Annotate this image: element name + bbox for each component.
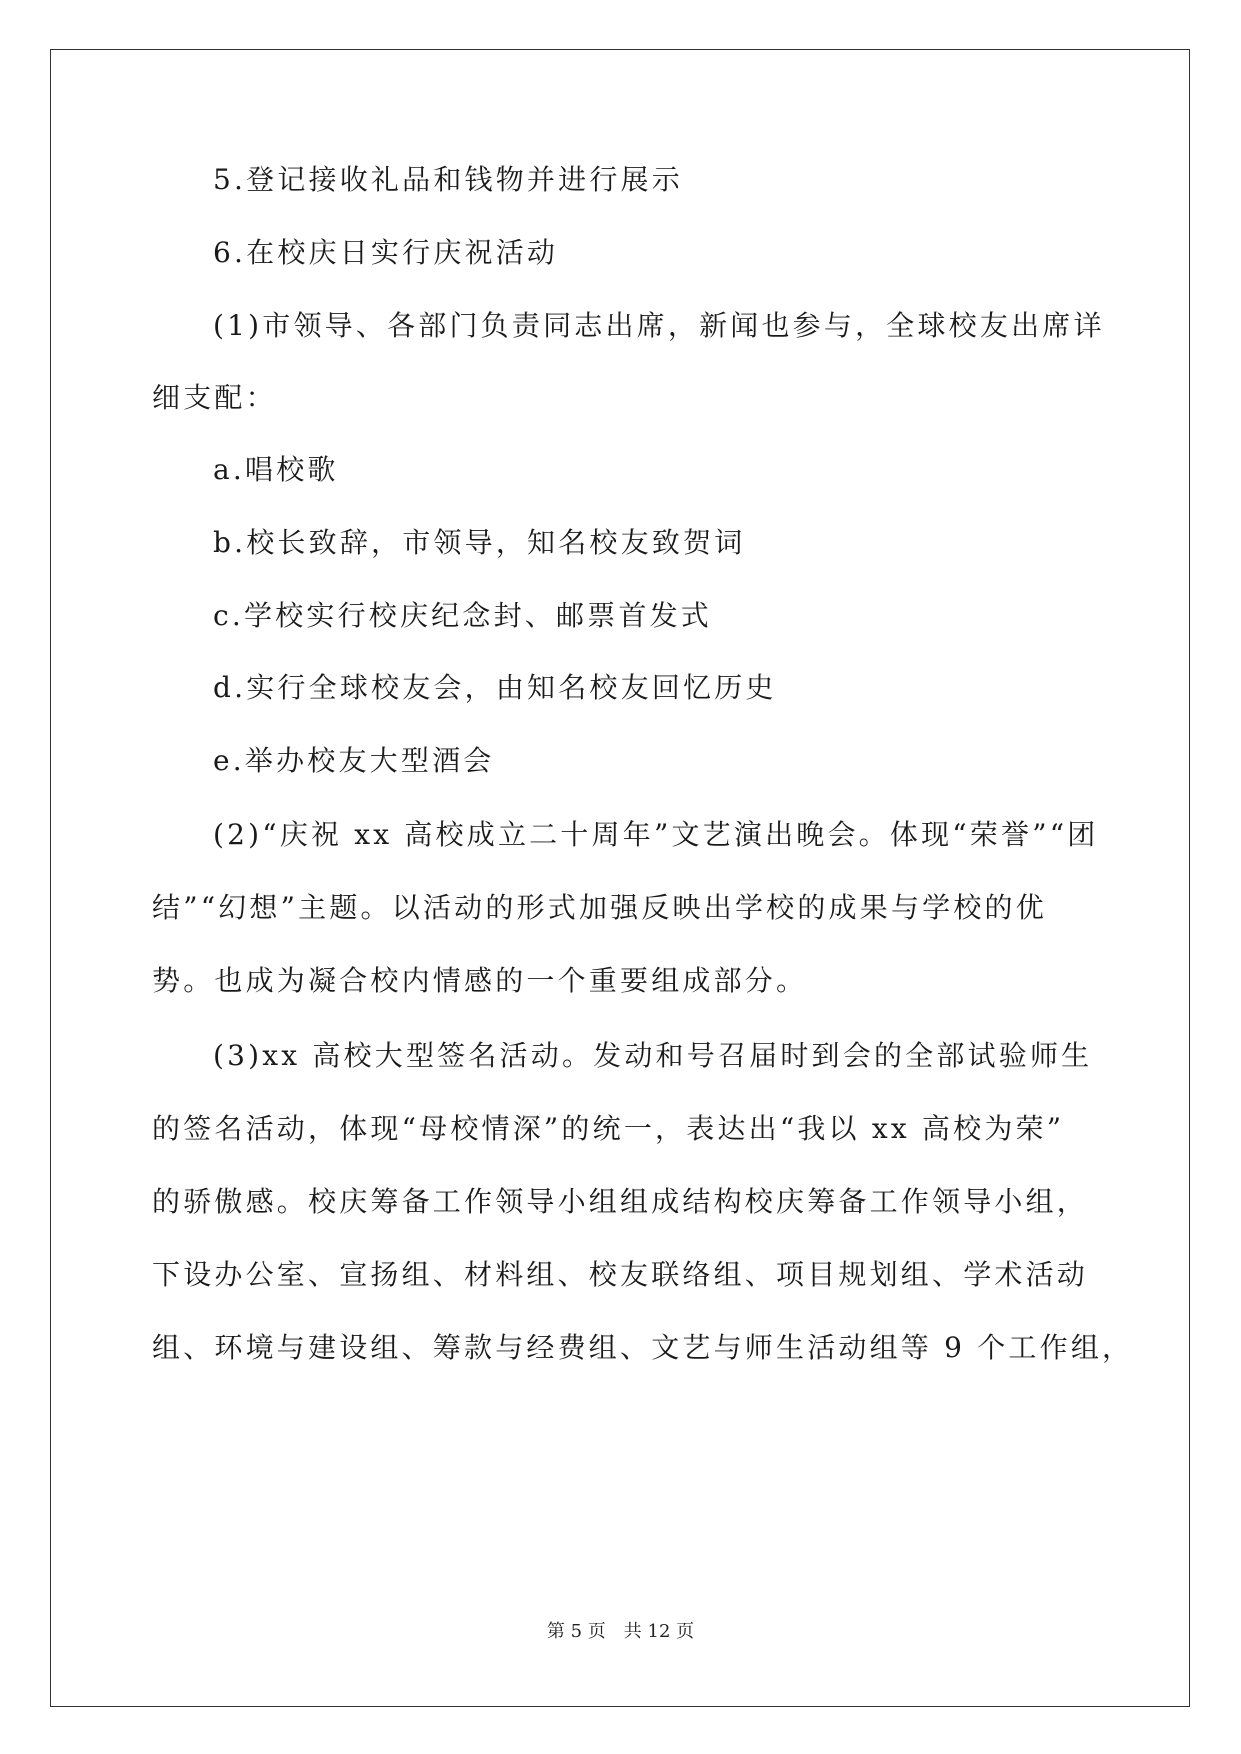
paragraph-line: 6.在校庆日实行庆祝活动 xyxy=(213,236,559,269)
paragraph-line: (1)市领导、各部门负责同志出席，新闻也参与，全球校友出席详 xyxy=(213,309,1105,342)
paragraph-line: (2)“庆祝 xx 高校成立二十周年”文艺演出晚会。体现“荣誉”“团 xyxy=(213,818,1099,851)
paragraph-line: 的骄傲感。校庆筹备工作领导小组组成结构校庆筹备工作领导小组， xyxy=(152,1185,1089,1218)
paragraph-line: 势。也成为凝合校内情感的一个重要组成部分。 xyxy=(152,964,808,997)
list-item: a.唱校歌 xyxy=(213,453,339,486)
paragraph-line: 下设办公室、宣扬组、材料组、校友联络组、项目规划组、学术活动 xyxy=(152,1258,1089,1291)
paragraph-line: 5.登记接收礼品和钱物并进行展示 xyxy=(213,163,683,196)
page-number-footer: 第 5 页 共 12 页 xyxy=(546,1621,695,1642)
paragraph-line: 的签名活动，体现“母校情深”的统一，表达出“我以 xx 高校为荣” xyxy=(152,1112,1065,1145)
paragraph-line: (3)xx 高校大型签名活动。发动和号召届时到会的全部试验师生 xyxy=(213,1039,1093,1072)
page-border xyxy=(50,49,1190,1707)
paragraph-line: 细支配： xyxy=(152,381,277,414)
paragraph-line: 结”“幻想”主题。以活动的形式加强反映出学校的成果与学校的优 xyxy=(152,891,1047,924)
paragraph-line: 组、环境与建设组、筹款与经费组、文艺与师生活动组等 9 个工作组， xyxy=(152,1331,1134,1364)
list-item: c.学校实行校庆纪念封、邮票首发式 xyxy=(213,599,712,632)
list-item: b.校长致辞，市领导，知名校友致贺词 xyxy=(213,526,746,559)
list-item: d.实行全球校友会，由知名校友回忆历史 xyxy=(213,671,777,704)
list-item: e.举办校友大型酒会 xyxy=(213,744,495,777)
